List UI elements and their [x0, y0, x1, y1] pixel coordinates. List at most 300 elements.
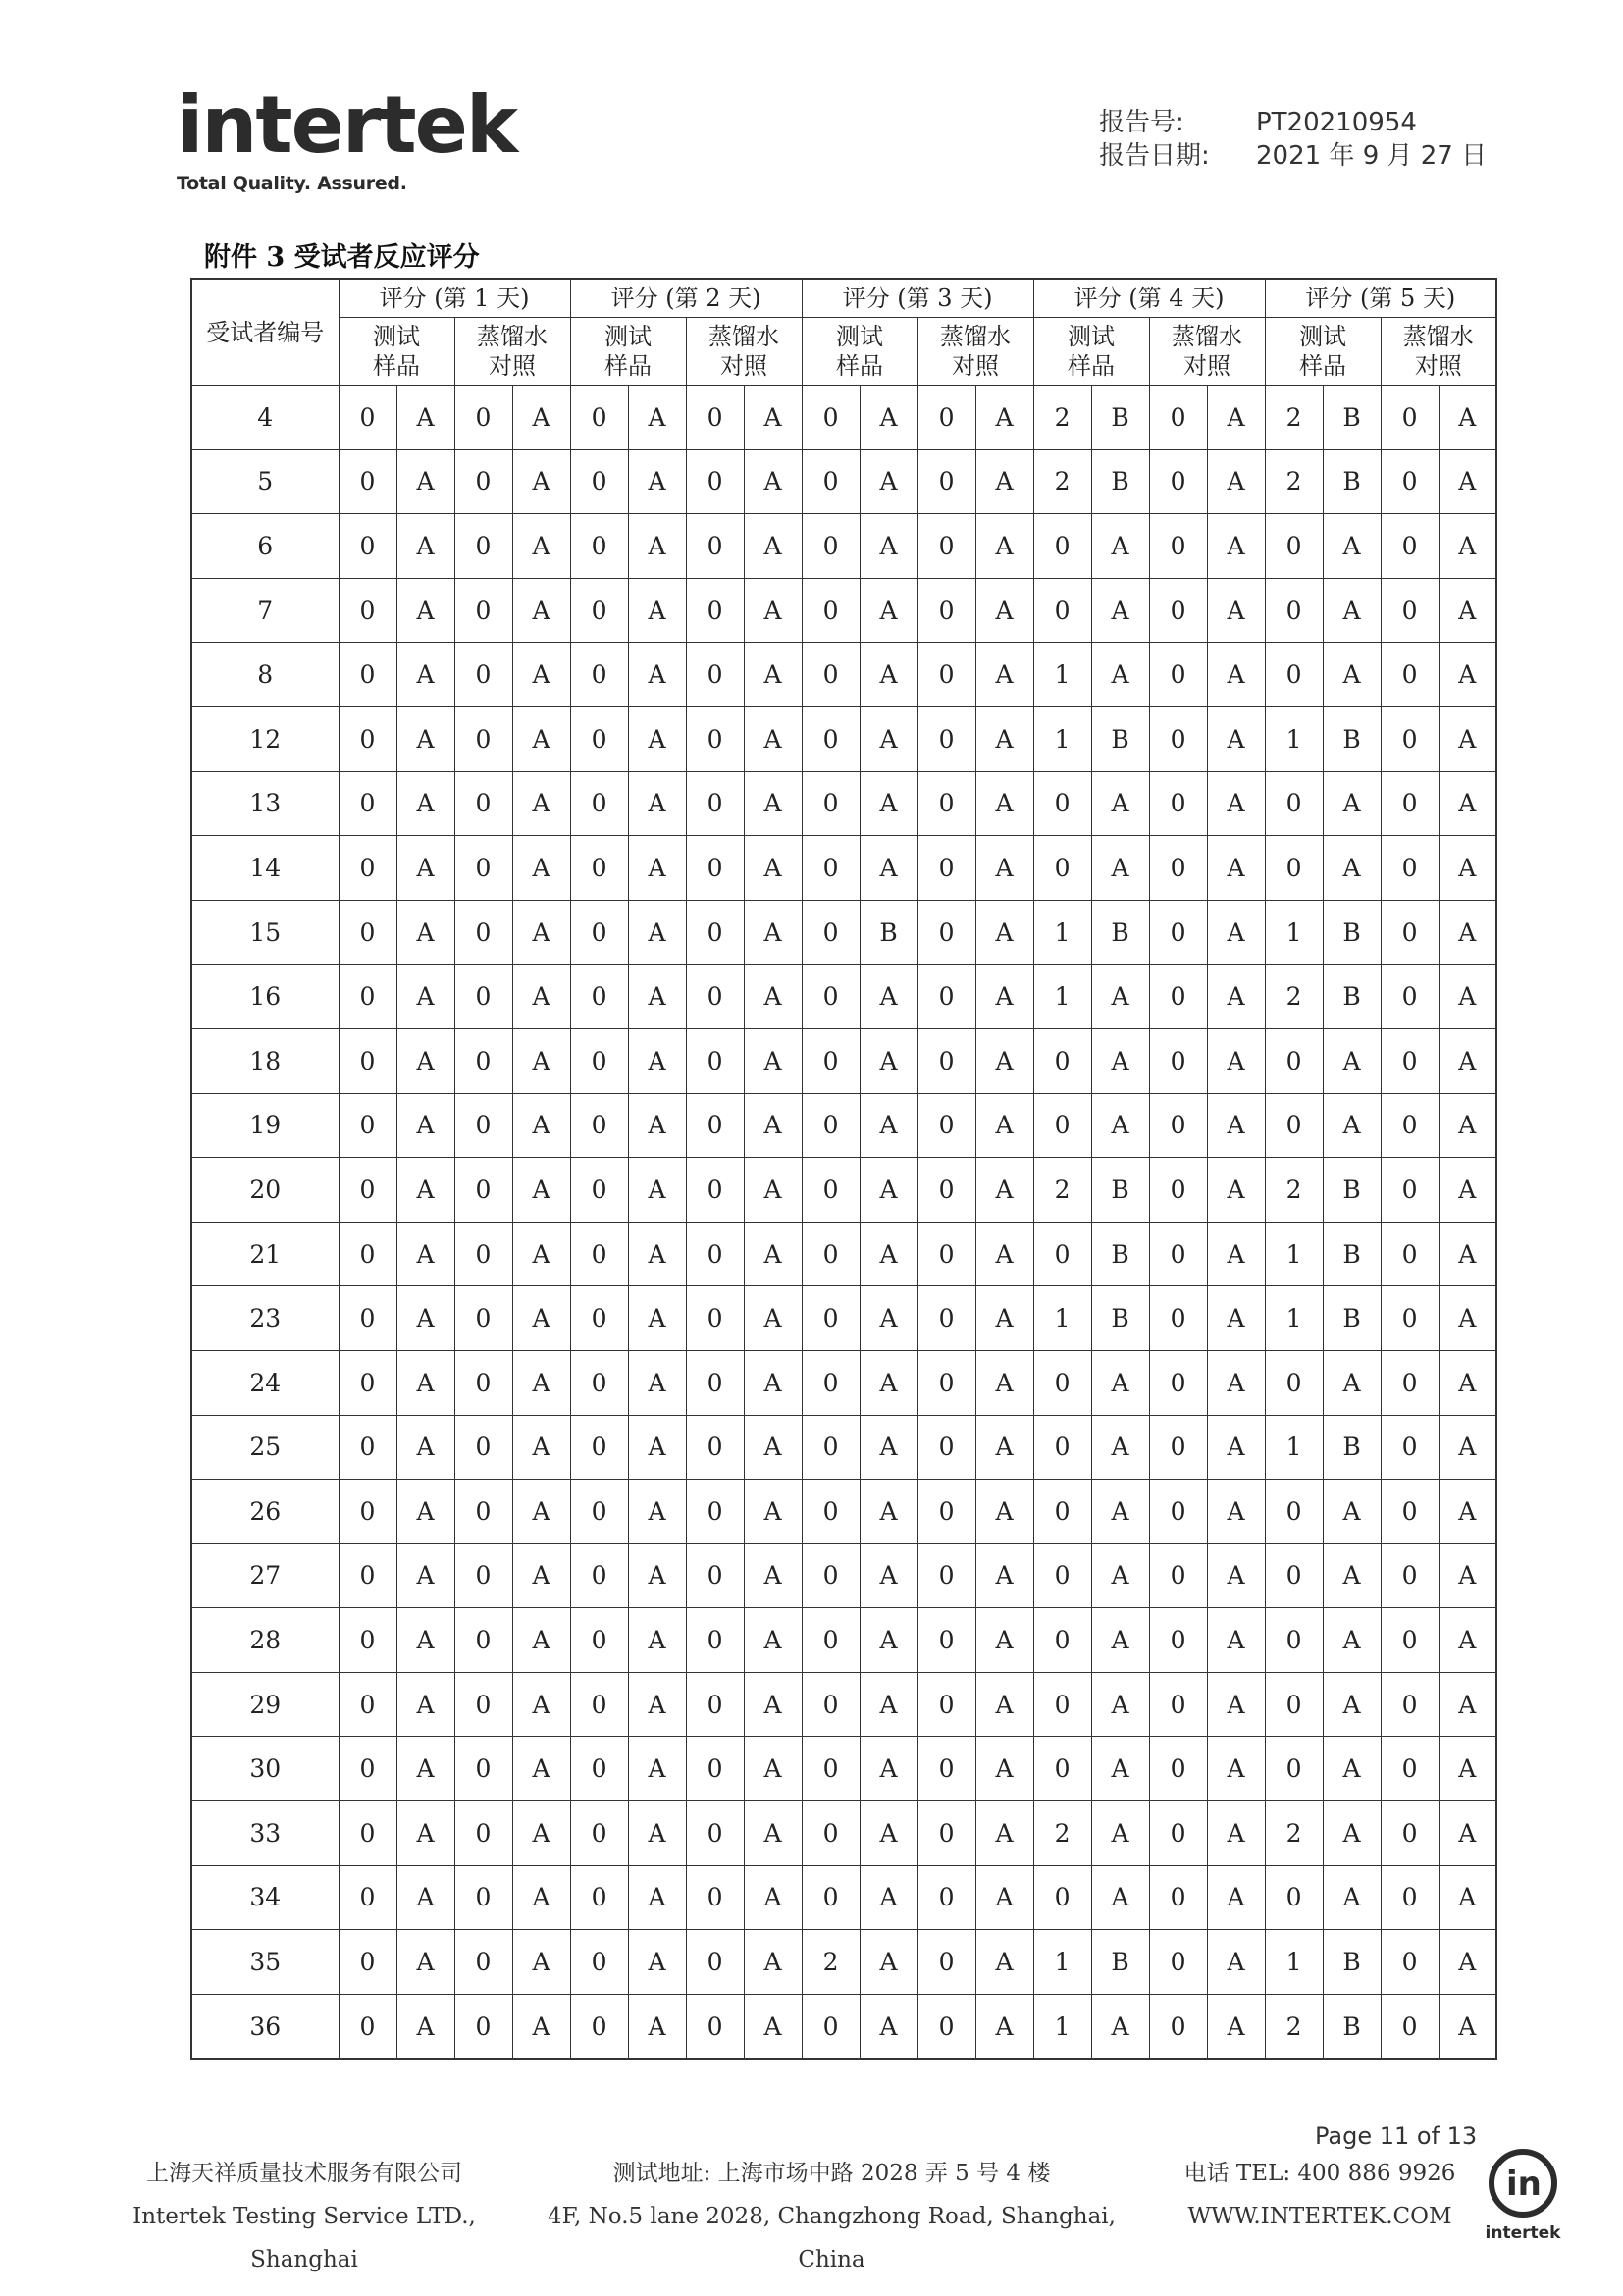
score-cell: 0 [917, 836, 975, 901]
grade-cell: A [396, 900, 454, 965]
grade-cell: A [1323, 1350, 1381, 1415]
score-cell: 0 [570, 1543, 628, 1608]
score-cell: 0 [1149, 449, 1207, 514]
score-cell: 0 [917, 1608, 975, 1673]
score-cell: 2 [1265, 1994, 1323, 2059]
score-cell: 0 [454, 643, 512, 707]
grade-cell: A [1207, 1028, 1265, 1093]
score-cell: 0 [1381, 449, 1439, 514]
score-cell: 0 [1149, 1480, 1207, 1544]
grade-cell: A [1439, 1672, 1496, 1737]
score-cell: 1 [1033, 965, 1091, 1029]
day-5-header: 评分 (第 5 天) [1265, 279, 1496, 318]
grade-cell: A [512, 1543, 570, 1608]
intertek-logo [177, 79, 517, 194]
subject-id-cell: 30 [191, 1737, 339, 1801]
table-header [191, 279, 1496, 386]
score-cell: 0 [339, 1865, 396, 1930]
grade-cell: A [628, 771, 686, 836]
grade-cell: A [1207, 1994, 1265, 2059]
grade-cell: A [975, 1930, 1033, 1995]
grade-cell: A [975, 1480, 1033, 1544]
score-cell: 0 [570, 771, 628, 836]
score-cell: 0 [802, 1222, 860, 1286]
table-row [191, 1415, 1496, 1480]
grade-cell: B [1323, 1286, 1381, 1351]
grade-cell: A [1091, 1865, 1149, 1930]
grade-cell: A [860, 1415, 917, 1480]
score-cell: 0 [1381, 578, 1439, 643]
score-cell: 0 [686, 1994, 744, 2059]
grade-cell: A [1207, 1801, 1265, 1866]
table-row [191, 1543, 1496, 1608]
table-row [191, 1994, 1496, 2059]
grade-cell: A [396, 1480, 454, 1544]
grade-cell: A [1439, 1480, 1496, 1544]
score-cell: 0 [454, 1350, 512, 1415]
grade-cell: A [512, 1222, 570, 1286]
score-cell: 0 [1381, 706, 1439, 771]
score-cell: 0 [1149, 1994, 1207, 2059]
score-cell: 0 [454, 836, 512, 901]
grade-cell: A [975, 514, 1033, 579]
table-row [191, 1801, 1496, 1866]
footer-address [545, 2152, 1119, 2281]
score-cell: 0 [1149, 386, 1207, 450]
grade-cell: A [1439, 1222, 1496, 1286]
subject-id-cell: 4 [191, 386, 339, 450]
grade-cell: A [1439, 1930, 1496, 1995]
table-row [191, 1480, 1496, 1544]
subject-id-cell: 18 [191, 1028, 339, 1093]
score-cell: 0 [570, 449, 628, 514]
grade-cell: A [628, 514, 686, 579]
subject-id-cell: 15 [191, 900, 339, 965]
grade-cell: A [1091, 1543, 1149, 1608]
subject-id-cell: 27 [191, 1543, 339, 1608]
score-cell: 0 [339, 1994, 396, 2059]
grade-cell: A [1207, 1286, 1265, 1351]
score-cell: 0 [686, 836, 744, 901]
score-cell: 0 [686, 1480, 744, 1544]
grade-cell: A [1323, 1093, 1381, 1158]
score-cell: 0 [1033, 1865, 1091, 1930]
score-cell: 0 [1381, 965, 1439, 1029]
grade-cell: A [512, 1608, 570, 1673]
score-cell: 2 [1265, 449, 1323, 514]
grade-cell: A [512, 386, 570, 450]
score-cell: 0 [686, 900, 744, 965]
grade-cell: A [396, 1737, 454, 1801]
grade-cell: B [1323, 900, 1381, 965]
grade-cell: A [975, 965, 1033, 1029]
score-cell: 0 [917, 643, 975, 707]
grade-cell: A [860, 1994, 917, 2059]
score-cell: 0 [570, 386, 628, 450]
grade-cell: A [628, 965, 686, 1029]
score-cell: 0 [686, 965, 744, 1029]
grade-cell: A [628, 1350, 686, 1415]
score-cell: 0 [917, 1158, 975, 1223]
grade-cell: B [1323, 1222, 1381, 1286]
day-3-control-header [917, 318, 1033, 386]
table-row [191, 578, 1496, 643]
score-cell: 0 [1149, 706, 1207, 771]
score-cell: 0 [454, 386, 512, 450]
grade-cell: A [1439, 1286, 1496, 1351]
score-cell: 0 [454, 1543, 512, 1608]
grade-cell: A [1323, 643, 1381, 707]
grade-cell: B [1091, 1930, 1149, 1995]
score-cell: 0 [1033, 1415, 1091, 1480]
grade-cell: A [860, 578, 917, 643]
score-cell: 0 [917, 1672, 975, 1737]
grade-cell: A [1207, 1222, 1265, 1286]
score-cell: 0 [1149, 965, 1207, 1029]
score-cell: 0 [802, 1415, 860, 1480]
score-cell: 0 [1033, 1672, 1091, 1737]
score-cell: 2 [1033, 1158, 1091, 1223]
grade-cell: A [396, 1608, 454, 1673]
footer-logo [1484, 2149, 1562, 2243]
score-cell: 0 [1033, 1222, 1091, 1286]
score-cell: 0 [1149, 1028, 1207, 1093]
score-cell: 0 [1033, 836, 1091, 901]
grade-cell: B [1323, 965, 1381, 1029]
grade-cell: A [396, 1801, 454, 1866]
score-cell: 0 [802, 1801, 860, 1866]
grade-cell: A [628, 1930, 686, 1995]
grade-cell: A [1323, 836, 1381, 901]
score-cell: 0 [570, 1286, 628, 1351]
score-cell: 0 [454, 1994, 512, 2059]
grade-cell: A [860, 1286, 917, 1351]
score-cell: 0 [570, 1158, 628, 1223]
grade-cell: A [744, 1158, 802, 1223]
grade-cell: A [628, 386, 686, 450]
company-name-en: Intertek Testing Service LTD., Shanghai [132, 2204, 476, 2272]
score-cell: 1 [1265, 1286, 1323, 1351]
score-cell: 0 [454, 900, 512, 965]
grade-cell: A [1439, 1608, 1496, 1673]
score-cell: 0 [570, 965, 628, 1029]
score-cell: 0 [454, 1672, 512, 1737]
score-cell: 0 [686, 1415, 744, 1480]
table-row [191, 1158, 1496, 1223]
grade-cell: A [975, 1737, 1033, 1801]
control-header-line: 蒸馏水 [1172, 323, 1243, 350]
grade-cell: A [628, 1801, 686, 1866]
grade-cell: A [1207, 1865, 1265, 1930]
score-cell: 0 [339, 1093, 396, 1158]
grade-cell: A [396, 1222, 454, 1286]
grade-cell: A [975, 1158, 1033, 1223]
grade-cell: A [975, 1415, 1033, 1480]
score-cell: 2 [1265, 1158, 1323, 1223]
grade-cell: A [1207, 1158, 1265, 1223]
score-cell: 0 [570, 1930, 628, 1995]
score-cell: 0 [1033, 1093, 1091, 1158]
score-cell: 0 [339, 386, 396, 450]
score-cell: 0 [1149, 514, 1207, 579]
intertek-circle-icon [1489, 2149, 1557, 2218]
score-cell: 0 [802, 1865, 860, 1930]
subject-id-cell: 33 [191, 1801, 339, 1866]
score-cell: 0 [570, 1093, 628, 1158]
score-cell: 0 [917, 1222, 975, 1286]
grade-cell: A [975, 1350, 1033, 1415]
grade-cell: A [1439, 1801, 1496, 1866]
score-cell: 1 [1033, 706, 1091, 771]
logo-mark: in [1506, 2165, 1542, 2204]
grade-cell: A [512, 1801, 570, 1866]
score-cell: 0 [339, 836, 396, 901]
score-cell: 0 [802, 1608, 860, 1673]
sample-header-line: 测试 [604, 323, 653, 350]
score-cell: 1 [1265, 706, 1323, 771]
score-cell: 0 [339, 1930, 396, 1995]
score-cell: 2 [1033, 1801, 1091, 1866]
grade-cell: A [628, 1543, 686, 1608]
grade-cell: A [1207, 1930, 1265, 1995]
grade-cell: A [744, 578, 802, 643]
grade-cell: A [1207, 578, 1265, 643]
table-row [191, 836, 1496, 901]
score-cell: 0 [917, 1930, 975, 1995]
grade-cell: A [512, 449, 570, 514]
grade-cell: A [860, 1865, 917, 1930]
grade-cell: A [396, 1865, 454, 1930]
grade-cell: A [744, 1415, 802, 1480]
grade-cell: A [1207, 706, 1265, 771]
score-cell: 0 [686, 514, 744, 579]
subject-id-cell: 24 [191, 1350, 339, 1415]
address-cn: 测试地址: 上海市场中路 2028 弄 5 号 4 楼 [612, 2161, 1051, 2186]
score-cell: 0 [339, 706, 396, 771]
score-cell: 0 [1381, 1865, 1439, 1930]
grade-cell: B [1323, 449, 1381, 514]
score-cell: 0 [686, 1865, 744, 1930]
score-cell: 0 [686, 1801, 744, 1866]
day-2-sample-header [570, 318, 686, 386]
grade-cell: A [860, 1543, 917, 1608]
grade-cell: A [860, 643, 917, 707]
score-cell: 0 [570, 1028, 628, 1093]
grade-cell: A [1091, 1093, 1149, 1158]
grade-cell: A [860, 514, 917, 579]
grade-cell: A [1091, 836, 1149, 901]
address-en: 4F, No.5 lane 2028, Changzhong Road, Shanghai, China [548, 2204, 1116, 2272]
score-cell: 0 [570, 1608, 628, 1673]
phone-number: 电话 TEL: 400 886 9926 [1183, 2161, 1456, 2186]
score-cell: 0 [802, 386, 860, 450]
score-cell: 0 [570, 1865, 628, 1930]
score-cell: 0 [339, 1158, 396, 1223]
grade-cell: A [744, 1543, 802, 1608]
grade-cell: A [1323, 1543, 1381, 1608]
score-cell: 0 [339, 1608, 396, 1673]
grade-cell: A [628, 1994, 686, 2059]
report-date-row [1099, 139, 1487, 173]
grade-cell: A [744, 514, 802, 579]
grade-cell: B [1323, 386, 1381, 450]
score-cell: 0 [1381, 386, 1439, 450]
score-cell: 0 [1149, 1737, 1207, 1801]
grade-cell: A [396, 1350, 454, 1415]
score-cell: 0 [1149, 1350, 1207, 1415]
grade-cell: A [512, 1930, 570, 1995]
grade-cell: A [396, 449, 454, 514]
grade-cell: A [628, 643, 686, 707]
score-cell: 0 [1265, 514, 1323, 579]
score-cell: 1 [1033, 1994, 1091, 2059]
score-cell: 0 [1381, 1930, 1439, 1995]
score-cell: 0 [917, 1480, 975, 1544]
grade-cell: A [1323, 1672, 1381, 1737]
grade-cell: A [975, 1994, 1033, 2059]
grade-cell: A [512, 706, 570, 771]
grade-cell: A [628, 900, 686, 965]
score-cell: 0 [802, 900, 860, 965]
score-cell: 0 [454, 706, 512, 771]
score-cell: 2 [1033, 386, 1091, 450]
score-cell: 0 [802, 771, 860, 836]
score-cell: 0 [802, 514, 860, 579]
grade-cell: A [1207, 1350, 1265, 1415]
score-cell: 0 [570, 836, 628, 901]
score-cell: 0 [917, 1286, 975, 1351]
table-row [191, 1608, 1496, 1673]
grade-cell: A [975, 1093, 1033, 1158]
subject-id-cell: 36 [191, 1994, 339, 2059]
grade-cell: A [1091, 771, 1149, 836]
table-row [191, 449, 1496, 514]
score-cell: 0 [1033, 514, 1091, 579]
score-cell: 0 [1265, 1350, 1323, 1415]
grade-cell: A [744, 1608, 802, 1673]
grade-cell: A [512, 1028, 570, 1093]
grade-cell: B [1091, 1286, 1149, 1351]
score-cell: 1 [1265, 1415, 1323, 1480]
score-cell: 0 [686, 1608, 744, 1673]
grade-cell: A [1091, 643, 1149, 707]
score-cell: 0 [339, 1028, 396, 1093]
grade-cell: B [1091, 1222, 1149, 1286]
grade-cell: A [975, 1028, 1033, 1093]
score-cell: 0 [802, 643, 860, 707]
grade-cell: A [396, 1994, 454, 2059]
grade-cell: A [744, 836, 802, 901]
grade-cell: A [744, 1286, 802, 1351]
subject-id-cell: 21 [191, 1222, 339, 1286]
page-number: Page 11 of 13 [1315, 2122, 1478, 2150]
day-3-header: 评分 (第 3 天) [802, 279, 1033, 318]
score-cell: 0 [1149, 771, 1207, 836]
score-cell: 0 [917, 1801, 975, 1866]
grade-cell: B [1323, 1930, 1381, 1995]
score-cell: 0 [454, 771, 512, 836]
grade-cell: A [860, 1028, 917, 1093]
score-cell: 0 [917, 900, 975, 965]
grade-cell: A [396, 1028, 454, 1093]
grade-cell: A [512, 1737, 570, 1801]
grade-cell: A [744, 1994, 802, 2059]
score-cell: 0 [1265, 1672, 1323, 1737]
score-cell: 0 [917, 449, 975, 514]
grade-cell: A [1207, 1480, 1265, 1544]
score-cell: 0 [339, 1222, 396, 1286]
score-cell: 0 [454, 1028, 512, 1093]
score-cell: 0 [802, 1672, 860, 1737]
grade-cell: A [975, 578, 1033, 643]
table-row [191, 514, 1496, 579]
score-cell: 0 [339, 1415, 396, 1480]
grade-cell: A [512, 836, 570, 901]
grade-cell: A [860, 1930, 917, 1995]
score-cell: 0 [686, 1158, 744, 1223]
grade-cell: A [1439, 449, 1496, 514]
subject-id-cell: 7 [191, 578, 339, 643]
grade-cell: A [860, 1608, 917, 1673]
grade-cell: A [860, 706, 917, 771]
sample-header-line: 测试 [1299, 323, 1347, 350]
control-header-line: 蒸馏水 [940, 323, 1012, 350]
score-cell: 0 [686, 386, 744, 450]
grade-cell: A [975, 643, 1033, 707]
score-cell: 0 [1033, 1350, 1091, 1415]
score-cell: 0 [802, 1994, 860, 2059]
score-cell: 0 [454, 1093, 512, 1158]
score-cell: 0 [339, 965, 396, 1029]
score-cell: 1 [1033, 643, 1091, 707]
grade-cell: A [396, 1286, 454, 1351]
report-date-value: 2021 年 9 月 27 日 [1256, 141, 1488, 171]
grade-cell: B [1323, 1158, 1381, 1223]
score-cell: 0 [1265, 836, 1323, 901]
score-cell: 0 [1381, 900, 1439, 965]
score-cell: 0 [1149, 1158, 1207, 1223]
subject-id-cell: 28 [191, 1608, 339, 1673]
score-cell: 0 [570, 643, 628, 707]
grade-cell: A [975, 771, 1033, 836]
day-1-header: 评分 (第 1 天) [339, 279, 570, 318]
grade-cell: A [628, 1608, 686, 1673]
score-cell: 0 [1265, 578, 1323, 643]
footer-logo-text: intertek [1485, 2223, 1561, 2243]
grade-cell: A [512, 1480, 570, 1544]
grade-cell: A [628, 1737, 686, 1801]
control-header-line: 对照 [952, 352, 1000, 380]
score-cell: 0 [1265, 771, 1323, 836]
score-cell: 0 [570, 1737, 628, 1801]
grade-cell: A [744, 1801, 802, 1866]
grade-cell: A [1439, 514, 1496, 579]
grade-cell: A [1439, 706, 1496, 771]
grade-cell: A [1091, 1480, 1149, 1544]
subject-id-cell: 29 [191, 1672, 339, 1737]
table-row [191, 643, 1496, 707]
grade-cell: A [512, 1415, 570, 1480]
grade-cell: A [975, 1865, 1033, 1930]
day-1-sample-header [339, 318, 454, 386]
grade-cell: A [1207, 643, 1265, 707]
score-cell: 0 [917, 1543, 975, 1608]
score-cell: 0 [1149, 1930, 1207, 1995]
table-row [191, 1093, 1496, 1158]
grade-cell: A [1207, 1543, 1265, 1608]
grade-cell: B [860, 900, 917, 965]
score-cell: 0 [917, 771, 975, 836]
